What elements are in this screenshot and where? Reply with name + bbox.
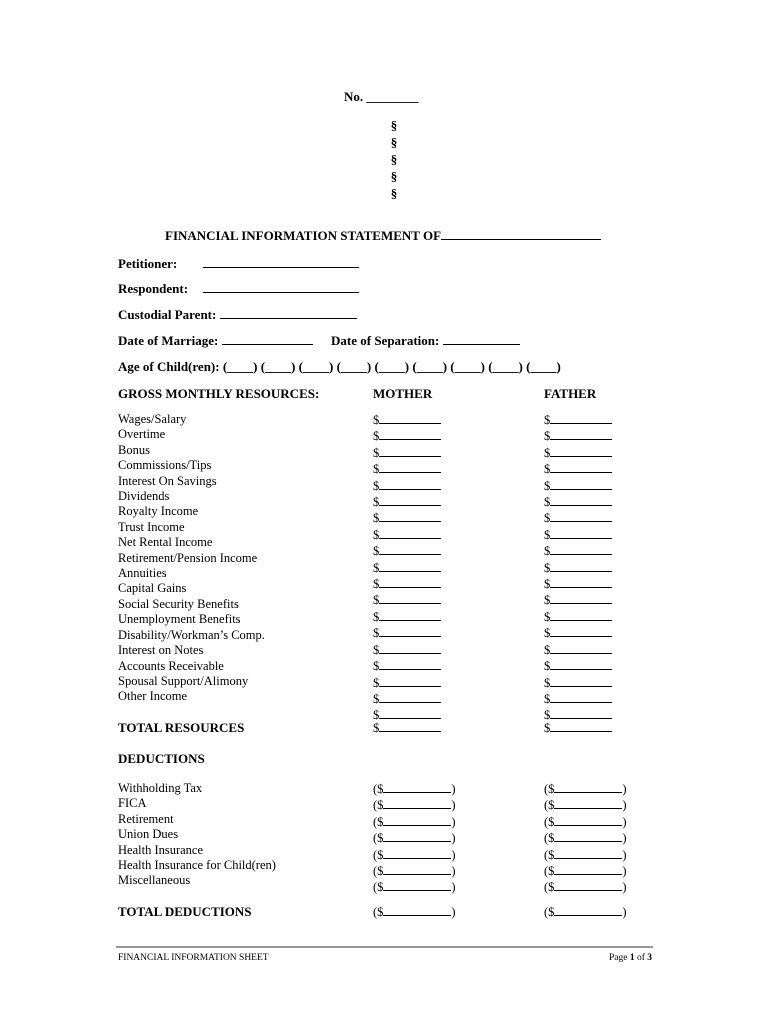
father-interest-on-notes-field[interactable]: $: [544, 658, 612, 674]
resource-label-accounts-receivable: Accounts Receivable: [118, 658, 224, 673]
resource-label-bonus: Bonus: [118, 442, 150, 457]
total-deductions-label: TOTAL DEDUCTIONS: [118, 904, 252, 919]
father-bonus-field[interactable]: $: [544, 445, 612, 461]
mother-deduction-column: [373, 781, 456, 896]
mother-interest-on-savings-field[interactable]: $: [373, 478, 441, 494]
mother-fica-field[interactable]: ($ ): [373, 798, 456, 813]
father-total-resources-field[interactable]: [544, 720, 612, 736]
deduction-label-union-dues: Union Dues: [118, 827, 179, 842]
mother-retirement-field[interactable]: ($ ): [373, 814, 456, 829]
mother-total-deductions-field[interactable]: ($ ): [373, 905, 456, 919]
case-number-field[interactable]: No. ________: [344, 89, 419, 104]
mother-accounts-receivable-field[interactable]: $: [373, 675, 441, 691]
section-mark: §: [390, 118, 398, 133]
mother-total-resources-field[interactable]: [373, 720, 441, 736]
custodial-parent-field[interactable]: [220, 307, 357, 319]
mother-resource-column: [373, 412, 441, 724]
date-of-separation-label: Date of Separation:: [331, 333, 440, 348]
resource-label-dividends: Dividends: [118, 489, 170, 504]
mother-health-insurance-for-child-ren-field[interactable]: ($ ): [373, 864, 456, 879]
father-capital-gains-field[interactable]: $: [544, 592, 612, 608]
father-health-insurance-for-child-ren-field[interactable]: ($ ): [544, 864, 627, 879]
mother-union-dues-field[interactable]: ($ ): [373, 831, 456, 846]
father-net-rental-income-field[interactable]: $: [544, 543, 612, 559]
resource-label-disability-workman-s-comp: Disability/Workman’s Comp.: [118, 627, 265, 642]
father-retirement-pension-income-field[interactable]: $: [544, 560, 612, 576]
section-mark: §: [390, 186, 398, 201]
resource-label-retirement-pension-income: Retirement/Pension Income: [118, 550, 258, 565]
statement-of-name-field[interactable]: [441, 228, 601, 240]
age-of-children-label: Age of Child(ren):: [118, 359, 220, 374]
resource-label-wages-salary: Wages/Salary: [118, 412, 187, 426]
petitioner-field[interactable]: [203, 256, 359, 268]
father-social-security-benefits-field[interactable]: $: [544, 609, 612, 625]
section-marks: [387, 117, 401, 202]
father-spousal-support-alimony-field[interactable]: $: [544, 691, 612, 707]
resource-label-royalty-income: Royalty Income: [118, 504, 199, 519]
mother-other-income-field[interactable]: $: [373, 707, 441, 723]
custodial-parent-label: Custodial Parent:: [118, 307, 217, 322]
mother-net-rental-income-field[interactable]: $: [373, 543, 441, 559]
deduction-label-fica: FICA: [118, 796, 147, 811]
father-interest-on-savings-field[interactable]: $: [544, 478, 612, 494]
father-overtime-field[interactable]: $: [544, 428, 612, 444]
date-of-separation-field[interactable]: [443, 333, 520, 345]
father-unemployment-benefits-field[interactable]: $: [544, 625, 612, 641]
footer-divider: [116, 946, 653, 948]
resource-label-other-income: Other Income: [118, 689, 188, 704]
age-of-children-row: [118, 359, 561, 375]
mother-wages-salary-field[interactable]: $: [373, 412, 441, 428]
deduction-item-list: [118, 781, 276, 889]
date-of-marriage-label: Date of Marriage:: [118, 333, 219, 348]
mother-withholding-tax-field[interactable]: ($ ): [373, 782, 456, 796]
father-miscellaneous-field[interactable]: ($ ): [544, 880, 627, 895]
mother-miscellaneous-field[interactable]: ($ ): [373, 880, 456, 895]
resource-label-unemployment-benefits: Unemployment Benefits: [118, 612, 241, 627]
father-trust-income-field[interactable]: $: [544, 527, 612, 543]
resource-label-interest-on-notes: Interest on Notes: [118, 643, 204, 658]
father-withholding-tax-field[interactable]: ($ ): [544, 782, 627, 796]
footer-form-name: FINANCIAL INFORMATION SHEET: [118, 953, 269, 963]
father-health-insurance-field[interactable]: ($ ): [544, 847, 627, 862]
father-fica-field[interactable]: ($ ): [544, 798, 627, 813]
respondent-field[interactable]: [203, 281, 359, 293]
resource-label-commissions-tips: Commissions/Tips: [118, 458, 212, 473]
mother-retirement-pension-income-field[interactable]: $: [373, 560, 441, 576]
father-annuities-field[interactable]: $: [544, 576, 612, 592]
resource-label-overtime: Overtime: [118, 427, 166, 442]
father-dividends-field[interactable]: $: [544, 494, 612, 510]
deduction-label-miscellaneous: Miscellaneous: [118, 873, 191, 888]
mother-commissions-tips-field[interactable]: $: [373, 461, 441, 477]
respondent-label: Respondent:: [118, 281, 189, 296]
resource-label-annuities: Annuities: [118, 566, 167, 581]
mother-overtime-field[interactable]: $: [373, 428, 441, 444]
mother-royalty-income-field[interactable]: $: [373, 510, 441, 526]
father-deduction-column: [544, 781, 627, 896]
mother-interest-on-notes-field[interactable]: $: [373, 658, 441, 674]
father-accounts-receivable-field[interactable]: $: [544, 675, 612, 691]
age-of-children-blanks[interactable]: (____) (____) (____) (____) (____) (____) (____) (____) (____): [222, 359, 561, 374]
form-title-text: FINANCIAL INFORMATION STATEMENT OF: [165, 228, 442, 243]
page-number: Page 1 of 3: [609, 953, 653, 963]
father-disability-workman-s-comp-field[interactable]: $: [544, 642, 612, 658]
father-total-deductions-field[interactable]: ($ ): [544, 905, 627, 919]
total-resources-label: TOTAL RESOURCES: [118, 720, 245, 735]
mother-disability-workman-s-comp-field[interactable]: $: [373, 642, 441, 658]
currency-symbol: $: [544, 721, 551, 735]
father-commissions-tips-field[interactable]: $: [544, 461, 612, 477]
father-royalty-income-field[interactable]: $: [544, 510, 612, 526]
mother-column-heading: MOTHER: [373, 386, 433, 401]
father-column-heading: FATHER: [544, 386, 597, 401]
petitioner-label: Petitioner:: [118, 256, 178, 271]
deduction-label-health-insurance-for-child-ren: Health Insurance for Child(ren): [118, 858, 276, 873]
father-resource-column: [544, 412, 612, 724]
father-union-dues-field[interactable]: ($ ): [544, 831, 627, 846]
resource-label-trust-income: Trust Income: [118, 519, 185, 534]
mother-bonus-field[interactable]: $: [373, 445, 441, 461]
resource-label-capital-gains: Capital Gains: [118, 581, 187, 596]
deduction-label-withholding-tax: Withholding Tax: [118, 781, 203, 795]
resource-item-list: [118, 412, 265, 705]
resource-label-interest-on-savings: Interest On Savings: [118, 473, 217, 488]
mother-unemployment-benefits-field[interactable]: $: [373, 625, 441, 641]
section-mark: §: [390, 135, 398, 150]
resource-label-social-security-benefits: Social Security Benefits: [118, 596, 239, 611]
deductions-heading: DEDUCTIONS: [118, 751, 205, 766]
section-mark: §: [390, 152, 398, 167]
currency-symbol: $: [373, 721, 380, 735]
father-wages-salary-field[interactable]: $: [544, 412, 612, 428]
mother-annuities-field[interactable]: $: [373, 576, 441, 592]
father-retirement-field[interactable]: ($ ): [544, 814, 627, 829]
gross-monthly-resources-heading: GROSS MONTHLY RESOURCES:: [118, 386, 320, 401]
father-other-income-field[interactable]: $: [544, 707, 612, 723]
resource-label-spousal-support-alimony: Spousal Support/Alimony: [118, 673, 249, 688]
mother-social-security-benefits-field[interactable]: $: [373, 609, 441, 625]
form-title: [165, 228, 601, 244]
mother-dividends-field[interactable]: $: [373, 494, 441, 510]
deduction-label-health-insurance: Health Insurance: [118, 842, 204, 857]
mother-capital-gains-field[interactable]: $: [373, 592, 441, 608]
mother-spousal-support-alimony-field[interactable]: $: [373, 691, 441, 707]
resource-label-net-rental-income: Net Rental Income: [118, 535, 213, 550]
mother-health-insurance-field[interactable]: ($ ): [373, 847, 456, 862]
mother-trust-income-field[interactable]: $: [373, 527, 441, 543]
section-mark: §: [390, 169, 398, 184]
date-of-marriage-field[interactable]: [222, 333, 313, 345]
deduction-label-retirement: Retirement: [118, 811, 174, 826]
